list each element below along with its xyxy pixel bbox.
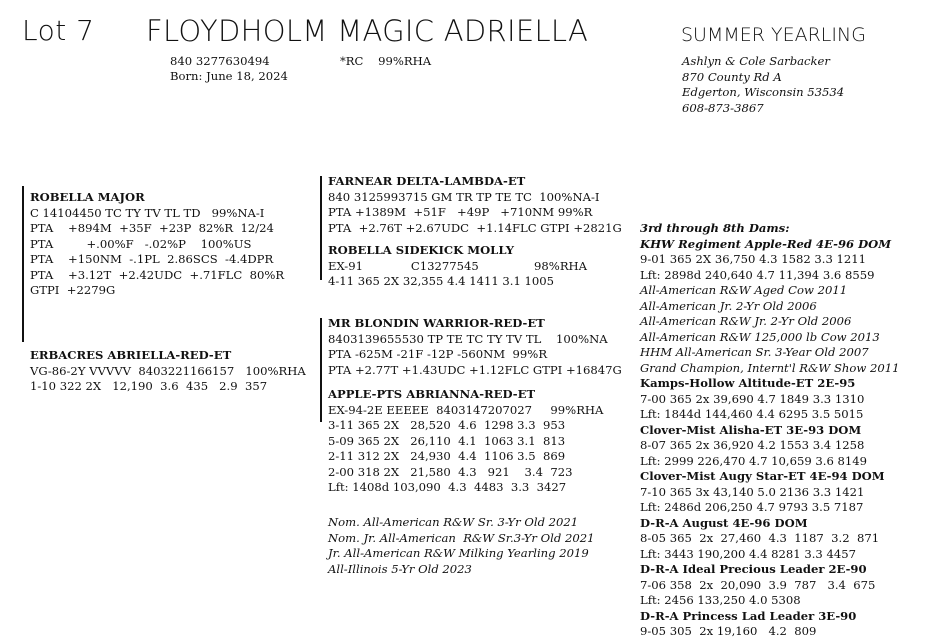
dam-entry-name: D-R-A August 4E-96 DOM: [640, 515, 808, 530]
dam-entry-award: All-American Jr. 2-Yr Old 2006: [640, 298, 817, 313]
record-line: 2-11 312 2X 24,930 4.4 1106 3.5 869: [328, 449, 566, 463]
record-line: PTA +3.12T +2.42UDC +.71FLC 80%R: [30, 267, 285, 282]
record-line: Lft: 1408d 103,090 4.3 4483 3.3 3427: [328, 480, 567, 494]
dam-dam-name: APPLE-PTS ABRIANNA-RED-ET: [328, 387, 536, 401]
dam-entry-award: All-American R&W Aged Cow 2011: [640, 283, 848, 297]
owner-block: [682, 54, 844, 116]
dam-entry-name: D-R-A Princess Lad Leader 3E-90: [640, 608, 857, 623]
dam-name: ERBACRES ABRIELLA-RED-ET: [30, 348, 232, 362]
dam-entry-name: Clover-Mist Augy Star-ET 4E-94 DOM: [640, 469, 885, 483]
award-line: Nom. Jr. All-American R&W Sr.3-Yr Old 2021: [328, 530, 595, 545]
award-line: All-Illinois 5-Yr Old 2023: [328, 561, 472, 576]
dam-dam-awards: [328, 515, 594, 577]
lot-number: Lot 7: [22, 14, 95, 47]
sire-dam-lines: [328, 259, 587, 290]
dam-sire-block: [328, 316, 622, 378]
registration-number: 840 3277630494: [170, 54, 270, 68]
dam-sire-bracket-line: [320, 318, 322, 422]
record-line: 5-09 365 2X 26,110 4.1 1063 3.1 813: [328, 433, 566, 448]
dam-sire-name: MR BLONDIN WARRIOR-RED-ET: [328, 316, 545, 330]
owner-address: 870 County Rd A: [682, 69, 782, 84]
record-line: PTA -625M -21F -12P -560NM 99%R: [328, 347, 548, 361]
sire-sire-block: [328, 174, 622, 236]
extended-dams-heading: 3rd through 8th Dams:: [640, 221, 790, 235]
dam-entry-name: D-R-A Ideal Precious Leader 2E-90: [640, 562, 867, 576]
sire-sire-lines: [328, 190, 622, 237]
record-line: 4-11 365 2X 32,355 4.4 1411 3.1 1005: [328, 274, 555, 288]
class-label: SUMMER YEARLING: [681, 24, 866, 46]
dam-entry-award: All-American R&W Jr. 2-Yr Old 2006: [640, 314, 852, 328]
dam-entry-record: 7-06 358 2x 20,090 3.9 787 3.4 675: [640, 577, 876, 592]
owner-names: Ashlyn & Cole Sarbacker: [682, 54, 830, 68]
dam-entry-record: 8-05 365 2x 27,460 4.3 1187 3.2 871: [640, 531, 880, 545]
award-line: Jr. All-American R&W Milking Yearling 2019: [328, 546, 589, 560]
dam-entry-name: Clover-Mist Alisha-ET 3E-93 DOM: [640, 422, 862, 437]
award-line: Nom. All-American R&W Sr. 3-Yr Old 2021: [328, 515, 579, 529]
dam-entry-record: Lft: 2898d 240,640 4.7 11,394 3.6 8559: [640, 267, 875, 282]
dam-entry-record: 8-07 365 2x 36,920 4.2 1553 3.4 1258: [640, 438, 865, 452]
dam-entry-award: All-American R&W 125,000 lb Cow 2013: [640, 329, 880, 344]
dam-entry-record: 9-01 365 2X 36,750 4.3 1582 3.3 1211: [640, 252, 867, 266]
sire-dam-name: ROBELLA SIDEKICK MOLLY: [328, 243, 515, 257]
dam-entry-record: Lft: 2999 226,470 4.7 10,659 3.6 8149: [640, 453, 868, 468]
sire-sire-name: FARNEAR DELTA-LAMBDA-ET: [328, 174, 526, 188]
dam-entry-record: Lft: 1844d 144,460 4.4 6295 3.5 5015: [640, 407, 864, 421]
owner-phone: 608-873-3867: [682, 100, 764, 115]
dam-entry-record: Lft: 2486d 206,250 4.7 9793 3.5 7187: [640, 500, 864, 514]
record-line: PTA +894M +35F +23P 82%R 12/24: [30, 221, 274, 235]
record-line: PTA +2.77T +1.43UDC +1.12FLC GTPI +16847G: [328, 362, 622, 377]
dam-entry-record: Lft: 3443 190,200 4.4 8281 3.3 4457: [640, 546, 857, 561]
dam-entry-award: HHM All-American Sr. 3-Year Old 2007: [640, 345, 869, 359]
animal-name: FLOYDHOLM MAGIC ADRIELLA: [146, 14, 589, 48]
birth-date: Born: June 18, 2024: [170, 69, 288, 83]
record-line: C 14104450 TC TY TV TL TD 99%NA-I: [30, 205, 265, 220]
dam-sire-lines: [328, 332, 622, 379]
owner-city: Edgerton, Wisconsin 53534: [682, 85, 845, 99]
dam-entry-record: 7-00 365 2x 39,690 4.7 1849 3.3 1310: [640, 391, 865, 406]
sire-block: [30, 190, 284, 299]
registration-codes: *RC 99%RHA: [340, 54, 432, 68]
sire-sire-bracket-line: [320, 176, 322, 280]
sire-bracket-line: [22, 186, 24, 342]
record-line: PTA +1389M +51F +49P +710NM 99%R: [328, 205, 593, 219]
extended-dams-block: [640, 221, 899, 640]
dam-block: [30, 348, 306, 395]
dam-entry-record: Lft: 2456 133,250 4.0 5308: [640, 593, 801, 607]
dam-dam-block: [328, 387, 603, 496]
record-line: 840 3125993715 GM TR TP TE TC 100%NA-I: [328, 189, 600, 204]
record-line: 8403139655530 TP TE TC TY TV TL 100%NA: [328, 331, 608, 346]
dam-entry-name: KHW Regiment Apple-Red 4E-96 DOM: [640, 236, 892, 251]
record-line: 1-10 322 2X 12,190 3.6 435 2.9 357: [30, 379, 268, 393]
record-line: PTA +150NM -.1PL 2.86SCS -4.4DPR: [30, 252, 274, 266]
record-line: EX-94-2E EEEEE 8403147207027 99%RHA: [328, 402, 604, 417]
dam-entry-record: 9-05 305 2x 19,160 4.2 809: [640, 624, 817, 638]
dam-entry-name: Kamps-Hollow Altitude-ET 2E-95: [640, 376, 856, 390]
sire-dam-block: [328, 243, 587, 290]
sire-name: ROBELLA MAJOR: [30, 190, 145, 204]
dam-dam-lines: [328, 403, 603, 496]
record-line: PTA +.00%F -.02%P 100%US: [30, 236, 252, 251]
record-line: PTA +2.76T +2.67UDC +1.14FLC GTPI +2821G: [328, 220, 622, 235]
dam-lines: [30, 364, 306, 395]
record-line: 3-11 365 2X 28,520 4.6 1298 3.3 953: [328, 418, 566, 432]
dam-entry-record: 7-10 365 3x 43,140 5.0 2136 3.3 1421: [640, 484, 865, 499]
sire-lines: [30, 206, 284, 299]
record-line: EX-91 C13277545 98%RHA: [328, 258, 588, 273]
record-line: VG-86-2Y VVVVV 8403221166157 100%RHA: [30, 363, 306, 378]
record-line: 2-00 318 2X 21,580 4.3 921 3.4 723: [328, 464, 573, 479]
dam-entry-award: Grand Champion, Internt'l R&W Show 2011: [640, 360, 900, 375]
record-line: GTPI +2279G: [30, 283, 116, 297]
